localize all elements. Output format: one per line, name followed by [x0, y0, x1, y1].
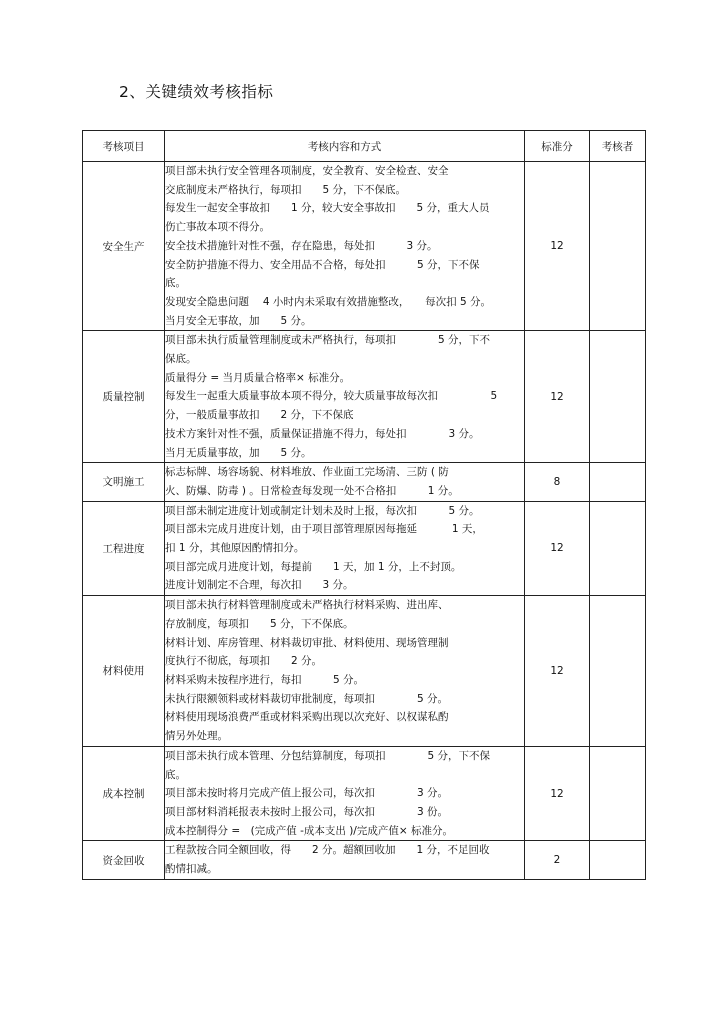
content-line: 分，一般质量事故扣 2 分，下不保底: [165, 409, 354, 422]
row-item: 成本控制: [83, 746, 165, 841]
row-item: 资金回收: [83, 841, 165, 879]
row-item: 文明施工: [83, 463, 165, 501]
row-content: [165, 331, 525, 463]
table-row: [83, 596, 646, 747]
content-line: 项目部未按时将月完成产值上报公司，每次扣 3 分。: [165, 787, 449, 800]
table-row: [83, 463, 646, 501]
content-line: 项目部未执行材料管理制度或未严格执行材料采购、进出库、: [165, 599, 449, 612]
row-item: 安全生产: [83, 162, 165, 331]
row-score: 2: [525, 841, 590, 879]
content-line: 材料采购未按程序进行，每扣 5 分。: [165, 673, 365, 686]
content-line: 材料计划、库房管理、材料裁切审批、材料使用、现场管理制: [165, 636, 449, 649]
row-score: 12: [525, 746, 590, 841]
table-row: [83, 746, 646, 841]
row-score: 8: [525, 463, 590, 501]
content-line: 每发生一起安全事故扣 1 分，较大安全事故扣 5 分，重大人员: [165, 202, 490, 215]
row-assessor: [590, 501, 646, 596]
kpi-table: [82, 130, 646, 880]
content-line: 材料使用现场浪费严重或材料采购出现以次充好、以权谋私酌: [165, 711, 449, 724]
row-content: [165, 596, 525, 747]
content-line: 标志标牌、场容场貌、材料堆放、作业面工完场清、三防 ( 防: [165, 466, 449, 479]
row-content: [165, 841, 525, 879]
row-content: [165, 746, 525, 841]
row-content: [165, 162, 525, 331]
row-item: 质量控制: [83, 331, 165, 463]
header-assessor: 考核者: [590, 131, 646, 162]
table-row: [83, 162, 646, 331]
content-line: 项目部未制定进度计划或制定计划未及时上报，每次扣 5 分。: [165, 504, 480, 517]
row-score: 12: [525, 501, 590, 596]
content-line: 质量得分 = 当月质量合格率× 标准分。: [165, 371, 351, 384]
content-line: 交底制度未严格执行，每项扣 5 分，下不保底。: [165, 183, 407, 196]
row-assessor: [590, 463, 646, 501]
content-line: 成本控制得分 = (完成产值 -成本支出 )/完成产值× 标准分。: [165, 824, 453, 837]
content-line: 项目部未执行成本管理、分包结算制度，每项扣 5 分，下不保: [165, 749, 491, 762]
content-line: 项目部未执行质量管理制度或未严格执行，每项扣 5 分，下不: [165, 334, 491, 347]
row-score: 12: [525, 596, 590, 747]
row-item: 工程进度: [83, 501, 165, 596]
content-line: 发现安全隐患问题 4 小时内未采取有效措施整改， 每次扣 5 分。: [165, 295, 491, 308]
content-line: 项目部未完成月进度计划，由于项目部管理原因每拖延 1 天，: [165, 523, 483, 536]
content-line: 扣 1 分，其他原因酌情扣分。: [165, 542, 305, 555]
content-line: 安全防护措施不得力、安全用品不合格，每处扣 5 分，下不保: [165, 258, 480, 271]
row-content: [165, 463, 525, 501]
content-line: 当月无质量事故，加 5 分。: [165, 446, 312, 459]
content-line: 项目部未执行安全管理各项制度，安全教育、安全检查、安全: [165, 165, 449, 177]
content-line: 每发生一起重大质量事故本项不得分，较大质量事故每次扣 5: [165, 390, 498, 403]
content-line: 当月安全无事故，加 5 分。: [165, 314, 312, 327]
row-assessor: [590, 331, 646, 463]
row-assessor: [590, 596, 646, 747]
row-score: 12: [525, 331, 590, 463]
row-score: 12: [525, 162, 590, 331]
content-line: 伤亡事故本项不得分。: [165, 221, 270, 234]
row-content: [165, 501, 525, 596]
content-line: 底。: [165, 768, 186, 781]
table-row: [83, 331, 646, 463]
content-line: 技术方案针对性不强，质量保证措施不得力，每处扣 3 分。: [165, 427, 480, 440]
content-line: 未执行限额领料或材料裁切审批制度，每项扣 5 分。: [165, 692, 449, 705]
content-line: 酌情扣减。: [165, 863, 218, 876]
table-row: [83, 501, 646, 596]
header-score: 标准分: [525, 131, 590, 162]
content-line: 存放制度，每项扣 5 分，下不保底。: [165, 617, 354, 630]
content-line: 保底。: [165, 353, 197, 366]
content-line: 底。: [165, 277, 186, 290]
content-line: 安全技术措施针对性不强，存在隐患，每处扣 3 分。: [165, 239, 438, 252]
content-line: 度执行不彻底，每项扣 2 分。: [165, 655, 323, 668]
row-assessor: [590, 746, 646, 841]
content-line: 工程款按合同全额回收，得 2 分。超额回收加 1 分，不足回收: [165, 844, 490, 857]
row-assessor: [590, 841, 646, 879]
content-line: 火、防爆、防毒 ) 。日常检查每发现一处不合格扣 1 分。: [165, 484, 459, 497]
table-row: [83, 841, 646, 879]
content-line: 项目部完成月进度计划，每提前 1 天，加 1 分，上不封顶。: [165, 560, 462, 573]
row-item: 材料使用: [83, 596, 165, 747]
row-assessor: [590, 162, 646, 331]
header-item: 考核项目: [83, 131, 165, 162]
content-line: 进度计划制定不合理，每次扣 3 分。: [165, 579, 354, 592]
section-title: 2、关键绩效考核指标: [119, 83, 274, 101]
header-content: 考核内容和方式: [165, 131, 525, 162]
content-line: 情另外处理。: [165, 730, 228, 743]
content-line: 项目部材料消耗报表未按时上报公司，每次扣 3 份。: [165, 805, 449, 818]
header-row: [83, 131, 646, 162]
